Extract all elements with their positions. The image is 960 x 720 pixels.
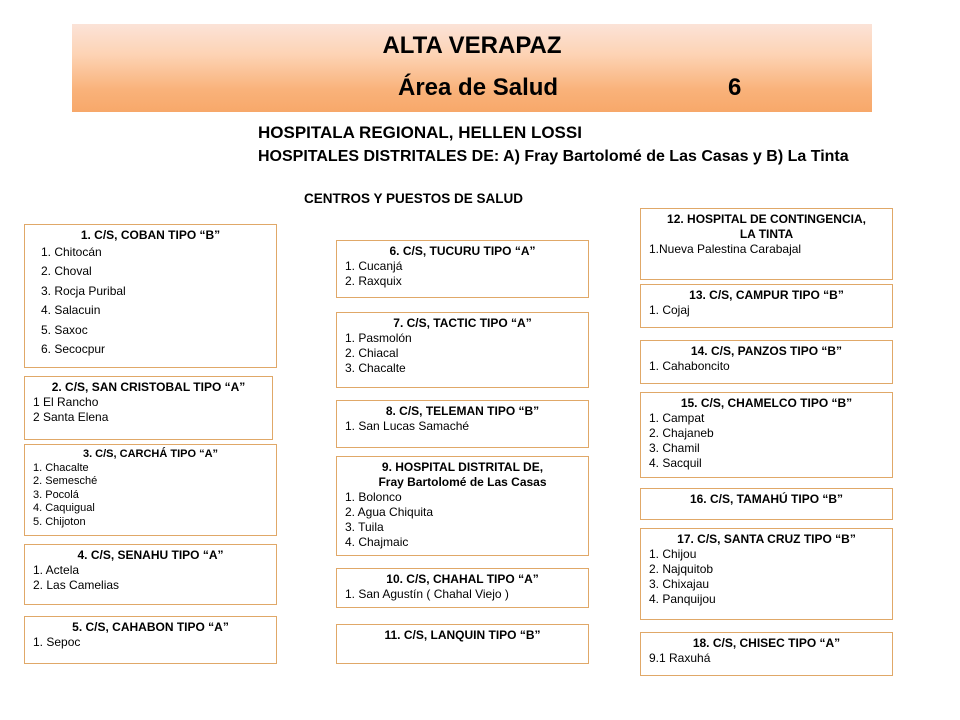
box-title: 11. C/S, LANQUIN TIPO “B”: [384, 628, 541, 642]
box-panzos: [640, 340, 893, 384]
list-item: 2. Chajaneb: [649, 426, 714, 440]
region-title: ALTA VERAPAZ: [382, 32, 562, 59]
box-title: 6. C/S, TUCURU TIPO “A”: [389, 244, 536, 258]
box-chahal: [336, 568, 589, 608]
box-san-cristobal: [24, 376, 273, 440]
list-item: 3. Chacalte: [345, 361, 406, 375]
list-item: 1. Pasmolón: [345, 331, 412, 345]
list-item: 1. Cucanjá: [345, 259, 403, 273]
box-senahu: [24, 544, 277, 605]
list-item: 3. Chixajau: [649, 577, 710, 591]
box-santa-cruz: [640, 528, 893, 620]
list-item: 2. Chiacal: [345, 346, 399, 360]
box-title: 2. C/S, SAN CRISTOBAL TIPO “A”: [51, 380, 246, 394]
list-item: 4. Panquijou: [649, 592, 716, 606]
box-title: 1. C/S, COBAN TIPO “B”: [80, 228, 221, 242]
list-item: 1.Nueva Palestina Carabajal: [649, 242, 802, 256]
box-title: 18. C/S, CHISEC TIPO “A”: [692, 636, 841, 650]
box-coban: [24, 224, 277, 368]
list-item: 1. Cahaboncito: [649, 359, 730, 373]
list-item: 3. Tuila: [345, 520, 384, 534]
box-title: 16. C/S, TAMAHÚ TIPO “B”: [689, 492, 844, 506]
list-item: 1. Sepoc: [33, 635, 81, 649]
box-title-line2: Fray Bartolomé de Las Casas: [378, 475, 547, 489]
box-title: 10. C/S, CHAHAL TIPO “A”: [386, 572, 539, 586]
hospitales-distritales-heading: HOSPITALES DISTRITALES DE: A) Fray Bartolomé de Las Casas y B) La Tinta: [258, 148, 849, 165]
box-title: 14. C/S, PANZOS TIPO “B”: [690, 344, 843, 358]
list-item: 9.1 Raxuhá: [649, 651, 711, 665]
list-item: 2. Agua Chiquita: [345, 505, 434, 519]
list-item: 6. Secocpur: [41, 342, 106, 357]
centros-heading: CENTROS Y PUESTOS DE SALUD: [304, 191, 524, 206]
list-item: 1. San Agustín ( Chahal Viejo ): [345, 587, 509, 601]
list-item: 1. Campat: [649, 411, 705, 425]
box-title: 3. C/S, CARCHÁ TIPO “A”: [82, 448, 219, 460]
list-item: 1. Chacalte: [33, 461, 89, 474]
list-item: 3. Chamil: [649, 441, 700, 455]
list-item: 1. Bolonco: [345, 490, 402, 504]
box-title: 17. C/S, SANTA CRUZ TIPO “B”: [677, 532, 856, 546]
list-item: 1. Actela: [33, 563, 80, 577]
list-item: 2. Raxquix: [345, 274, 402, 288]
box-title: 4. C/S, SENAHU TIPO “A”: [77, 548, 224, 562]
title-banner: [72, 24, 872, 112]
area-number: 6: [728, 74, 742, 101]
list-item: 3. Pocolá: [33, 488, 79, 501]
box-tucuru: [336, 240, 589, 298]
list-item: 1. Chijou: [649, 547, 697, 561]
list-item: 1. Cojaj: [649, 303, 690, 317]
list-item: 5. Chijoton: [33, 515, 86, 528]
box-tactic: [336, 312, 589, 388]
list-item: 1 El Rancho: [33, 395, 99, 409]
box-title-line2: LA TINTA: [739, 227, 794, 241]
box-title: 9. HOSPITAL DISTRITAL DE,: [381, 460, 544, 474]
list-item: 4. Sacquil: [649, 456, 702, 470]
list-item: 1. San Lucas Samaché: [345, 419, 470, 433]
box-title: 13. C/S, CAMPUR TIPO “B”: [689, 288, 844, 302]
box-chamelco: [640, 392, 893, 478]
box-hospital-fray-bartolome: [336, 456, 589, 556]
box-tamahu: [640, 488, 893, 520]
list-item: 4. Chajmaic: [345, 535, 409, 549]
box-teleman: [336, 400, 589, 448]
list-item: 5. Saxoc: [41, 322, 88, 337]
list-item: 2. Las Camelias: [33, 578, 120, 592]
list-item: 2 Santa Elena: [33, 410, 109, 424]
list-item: 4. Caquigual: [33, 502, 95, 514]
list-item: 2. Choval: [41, 264, 92, 279]
box-chisec: [640, 632, 893, 676]
box-campur: [640, 284, 893, 328]
list-item: 1. Chitocán: [41, 245, 102, 259]
box-cahabon: [24, 616, 277, 664]
box-title: 5. C/S, CAHABON TIPO “A”: [72, 620, 229, 634]
list-item: 3. Rocja Puribal: [41, 283, 126, 298]
box-title: 7. C/S, TACTIC TIPO “A”: [393, 316, 532, 330]
box-title: 8. C/S, TELEMAN TIPO “B”: [385, 404, 540, 418]
hospital-regional-heading: HOSPITALA REGIONAL, HELLEN LOSSI: [258, 123, 582, 142]
box-title: 12. HOSPITAL DE CONTINGENCIA,: [667, 212, 866, 226]
list-item: 2. Najquitob: [649, 562, 714, 576]
list-item: 4. Salacuin: [41, 303, 101, 318]
list-item: 2. Semesché: [33, 475, 98, 487]
box-lanquin: [336, 624, 589, 664]
box-carcha: [24, 444, 277, 536]
box-hospital-la-tinta: [640, 208, 893, 280]
box-title: 15. C/S, CHAMELCO TIPO “B”: [680, 396, 853, 410]
area-title: Área de Salud: [398, 74, 559, 101]
